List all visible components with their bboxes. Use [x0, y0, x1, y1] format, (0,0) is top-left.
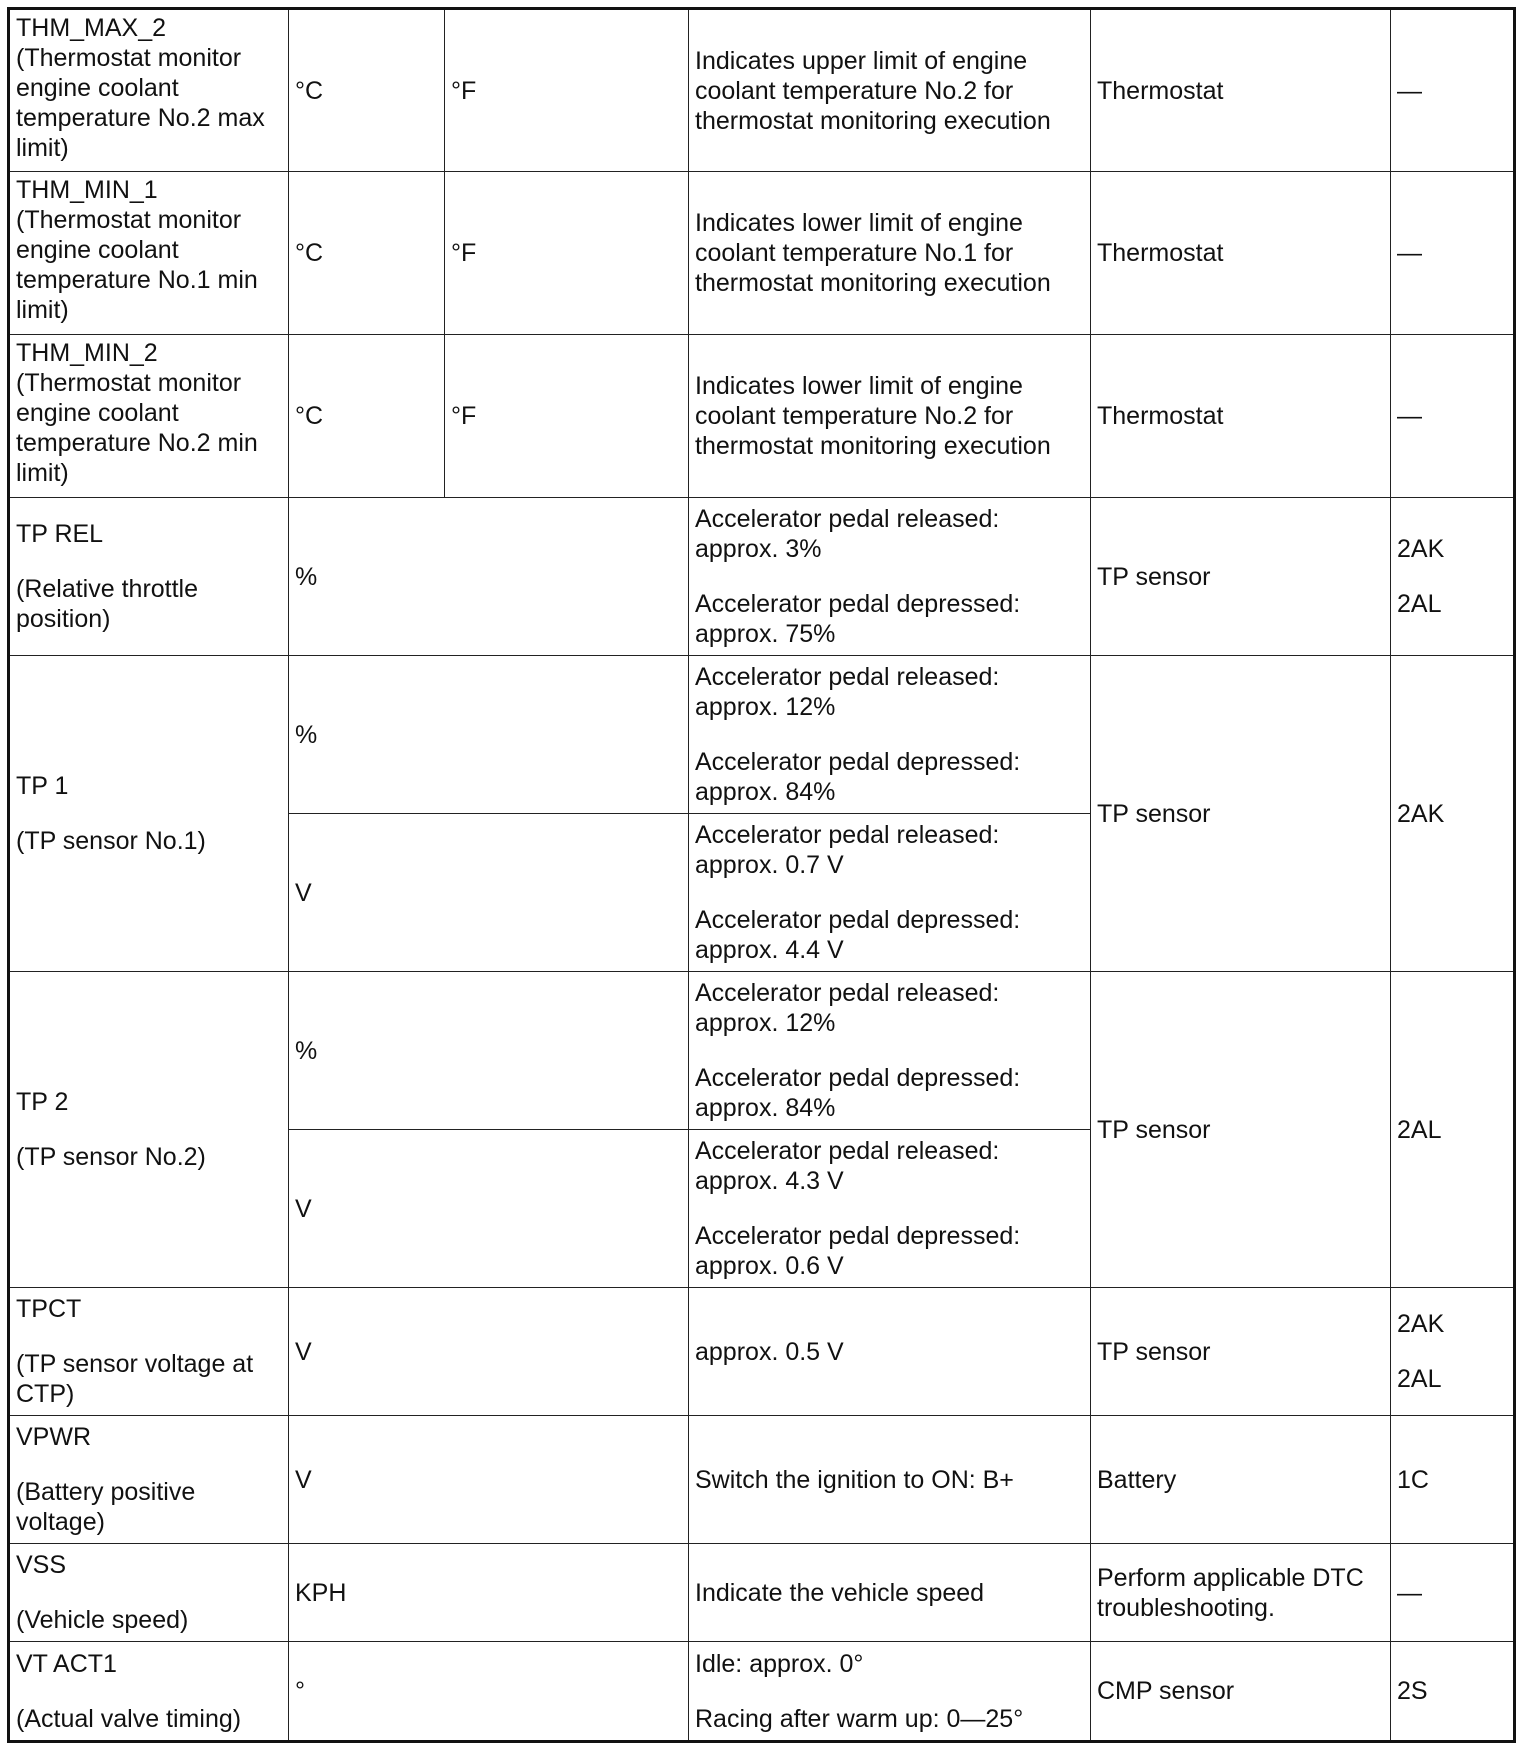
pid-name-cell: [9, 498, 289, 656]
pid-description: (TP sensor voltage at CTP): [16, 1350, 254, 1408]
table-row: [9, 1288, 1515, 1416]
action-cell: Thermostat: [1091, 9, 1391, 172]
pid-name-cell: [9, 1544, 289, 1642]
table-row: [9, 1642, 1515, 1742]
pid-name-cell: [9, 1416, 289, 1544]
terminal-cell: —: [1391, 9, 1515, 172]
pid-description: (Actual valve timing): [16, 1704, 242, 1733]
terminal-cell: [1391, 498, 1515, 656]
pid-name: THM_MIN_2: [16, 339, 158, 367]
spacer: [16, 1117, 282, 1142]
condition-released: Accelerator pedal released: approx. 12%: [695, 663, 1000, 721]
terminal-value: 2AK: [1397, 535, 1445, 563]
pid-name: TP 1: [16, 772, 69, 800]
condition-cell: Switch the ignition to ON: B+: [689, 1416, 1091, 1544]
pid-name: THM_MIN_1: [16, 176, 158, 204]
unit-celsius: °C: [289, 172, 445, 335]
table-row: [9, 656, 1515, 814]
action-cell: CMP sensor: [1091, 1642, 1391, 1742]
condition-depressed: Accelerator pedal depressed: approx. 4.4 V: [695, 906, 1021, 964]
terminal-cell: —: [1391, 1544, 1515, 1642]
pid-name: TP REL: [16, 520, 104, 548]
terminal-cell: 2AL: [1391, 972, 1515, 1288]
condition-cell: approx. 0.5 V: [689, 1288, 1091, 1416]
spacer: [16, 1324, 282, 1349]
condition-released: Accelerator pedal released: approx. 0.7 V: [695, 821, 1000, 879]
pid-name-cell: [9, 1288, 289, 1416]
action-cell: TP sensor: [1091, 1288, 1391, 1416]
terminal-value: 2AL: [1397, 590, 1442, 618]
terminal-value: 2AK: [1397, 1310, 1445, 1338]
pid-description: (Battery positive voltage): [16, 1478, 196, 1536]
pid-name: VT ACT1: [16, 1649, 117, 1678]
pid-name: TPCT: [16, 1295, 82, 1323]
unit-cell: V: [289, 814, 689, 972]
spacer: [16, 1452, 282, 1477]
table-row: [9, 172, 1515, 335]
unit-celsius: °C: [289, 335, 445, 498]
condition-cell: [689, 656, 1091, 814]
unit-cell: %: [289, 498, 689, 656]
pid-name: TP 2: [16, 1088, 69, 1116]
pid-description: (TP sensor No.2): [16, 1143, 206, 1171]
unit-cell: %: [289, 656, 689, 814]
unit-celsius: °C: [289, 9, 445, 172]
pid-name: THM_MAX_2: [16, 14, 167, 42]
condition-released: Accelerator pedal released: approx. 3%: [695, 505, 1000, 563]
terminal-cell: [1391, 1288, 1515, 1416]
spacer: [16, 1679, 282, 1704]
condition-released: Accelerator pedal released: approx. 12%: [695, 979, 1000, 1037]
terminal-cell: 2AK: [1391, 656, 1515, 972]
table-row: [9, 335, 1515, 498]
pid-name-cell: [9, 1642, 289, 1742]
condition-cell: Indicates lower limit of engine coolant temperature No.1 for thermostat monitoring execution: [689, 172, 1091, 335]
unit-cell: V: [289, 1416, 689, 1544]
terminal-value: 2AL: [1397, 1365, 1442, 1393]
unit-cell: KPH: [289, 1544, 689, 1642]
unit-fahrenheit: °F: [445, 172, 689, 335]
terminal-cell: —: [1391, 172, 1515, 335]
unit-fahrenheit: °F: [445, 335, 689, 498]
action-cell: TP sensor: [1091, 498, 1391, 656]
table-row: [9, 1544, 1515, 1642]
condition-cell: [689, 814, 1091, 972]
unit-cell: %: [289, 972, 689, 1130]
pid-description: (TP sensor No.1): [16, 827, 206, 855]
action-cell: Battery: [1091, 1416, 1391, 1544]
pid-description: (Thermostat monitor engine coolant temperature No.2 max limit): [16, 44, 265, 162]
condition-cell: [689, 1642, 1091, 1742]
pid-name-cell: [9, 335, 289, 498]
condition-cell: [689, 972, 1091, 1130]
action-cell: TP sensor: [1091, 972, 1391, 1288]
pid-name: VSS: [16, 1551, 67, 1579]
terminal-cell: 2S: [1391, 1642, 1515, 1742]
pid-description: (Vehicle speed): [16, 1606, 189, 1634]
pid-table: [7, 7, 1516, 1743]
condition-depressed: Accelerator pedal depressed: approx. 75%: [695, 590, 1021, 648]
pid-name-cell: [9, 9, 289, 172]
terminal-cell: —: [1391, 335, 1515, 498]
table-row: [9, 9, 1515, 172]
condition-released: Accelerator pedal released: approx. 4.3 V: [695, 1137, 1000, 1195]
table-row: [9, 498, 1515, 656]
action-cell: TP sensor: [1091, 656, 1391, 972]
condition-cell: Indicates lower limit of engine coolant temperature No.2 for thermostat monitoring execution: [689, 335, 1091, 498]
condition-idle: Idle: approx. 0°: [695, 1649, 864, 1678]
action-cell: Thermostat: [1091, 335, 1391, 498]
unit-cell: V: [289, 1130, 689, 1288]
condition-depressed: Accelerator pedal depressed: approx. 84%: [695, 748, 1021, 806]
table-row: [9, 1416, 1515, 1544]
spacer: [16, 1580, 282, 1605]
action-cell: Thermostat: [1091, 172, 1391, 335]
condition-racing: Racing after warm up: 0—25°: [695, 1704, 1024, 1733]
condition-cell: Indicates upper limit of engine coolant temperature No.2 for thermostat monitoring execution: [689, 9, 1091, 172]
pid-description: (Thermostat monitor engine coolant temperature No.1 min limit): [16, 206, 258, 324]
condition-depressed: Accelerator pedal depressed: approx. 84%: [695, 1064, 1021, 1122]
terminal-cell: 1C: [1391, 1416, 1515, 1544]
unit-fahrenheit: °F: [445, 9, 689, 172]
action-cell: Perform applicable DTC troubleshooting.: [1091, 1544, 1391, 1642]
pid-description: (Thermostat monitor engine coolant temperature No.2 min limit): [16, 369, 258, 487]
unit-cell: °: [289, 1642, 689, 1742]
condition-cell: [689, 498, 1091, 656]
condition-cell: [689, 1130, 1091, 1288]
condition-depressed: Accelerator pedal depressed: approx. 0.6 V: [695, 1222, 1021, 1280]
pid-name-cell: [9, 972, 289, 1288]
spacer: [16, 549, 282, 574]
table-row: [9, 972, 1515, 1130]
condition-cell: Indicate the vehicle speed: [689, 1544, 1091, 1642]
unit-cell: V: [289, 1288, 689, 1416]
pid-name-cell: [9, 172, 289, 335]
spacer: [16, 801, 282, 826]
pid-name-cell: [9, 656, 289, 972]
pid-description: (Relative throttle position): [16, 575, 199, 633]
pid-name: VPWR: [16, 1423, 91, 1451]
